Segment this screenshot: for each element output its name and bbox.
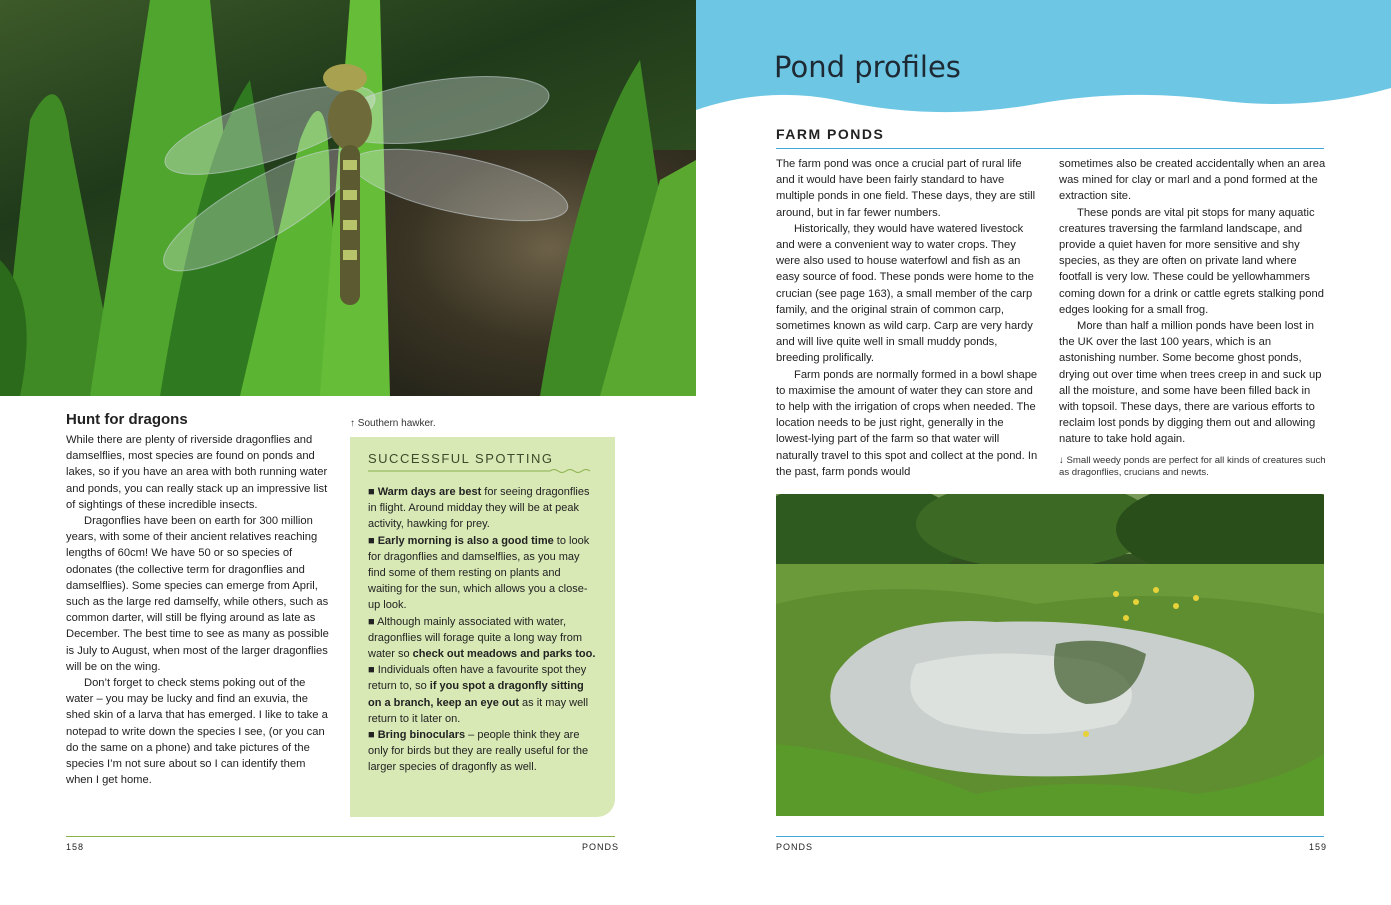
text-column-2 [1059,156,1327,448]
pond-illustration [776,494,1324,816]
paragraph: sometimes also be created accidentally when an area was mined for clay or marl and a pond formed at the extraction site. [1059,158,1326,203]
wave-divider-icon [368,468,593,474]
list-item: ■ Early morning is also a good time to look for dragonflies and damselflies, as you may find some of them resting on plants and waiting for the sun, which allows you a close-up look. [368,534,590,612]
page-title: Pond profiles [774,50,961,84]
photo-caption: ↓ Small weedy ponds are perfect for all kinds of creatures such as dragonflies, crucians and newts. [1059,455,1326,478]
page-number: 158 [66,842,85,852]
paragraph: Don’t forget to check stems poking out of the water – you may be lucky and find an exuvia, the shed skin of a larva that has emerged. I like to take a notepad to write down the species I see, (or you can do the same on a phone) and take pictures of the species I’m not sure about so I can identify them when I get home. [66,677,328,787]
footer-rule [66,836,615,837]
list-item: ■ Although mainly associated with water, dragonflies will forage quite a long way from water so check out meadows and parks too. [368,615,596,661]
section-label: PONDS [582,842,620,852]
footer-rule [776,836,1324,837]
dragonfly-photo [0,0,696,396]
farm-pond-photo [776,494,1324,816]
successful-spotting-box [350,437,615,817]
list-item: ■ Bring binoculars – people think they are only for birds but they are really useful for the larger species of dragonfly as well. [368,729,589,774]
paragraph: Farm ponds are normally formed in a bowl shape to maximise the amount of water they can store and to help with the irrigation of crops when needed. The location needs to be just right, generally in the lowest-lying part of the farm so that water will naturally travel to this spot and collect at the pond. In the past, farm ponds would [776,368,1038,478]
spotting-list [368,484,597,776]
paragraph: These ponds are vital pit stops for many aquatic creatures traversing the farmland landscape, and provide a quiet haven for more sensitive and shy species, as they are often on private land where footfall is very low. These could be yellowhammers coming down for a drink or cattle egrets stalking pond edges looking for a small frog. [1059,206,1324,316]
section-rule [776,148,1324,149]
paragraph: Dragonflies have been on earth for 300 million years, with some of their ancient relatives reaching lengths of 60cm! We have 50 or so species of odonates (the collective term for dragonflies and damselflies). Some species can emerge from April, such as the large red damselfy, while others, such as common darter, will still be flying around as late as December. The best time to see as many as possible is July to August, when most of the larger dragonflies will be on the wing. [66,515,329,673]
box-title: SUCCESSFUL SPOTTING [368,451,554,466]
paragraph: While there are plenty of riverside dragonflies and damselflies, most species are found on ponds and lakes, so if you have an area with both running water and ponds, you can really stack up an impressive list of sightings of these incredible insects. [66,434,328,511]
paragraph: Historically, they would have watered livestock and were a convenient way to water crops. They were also used to house waterfowl and fish as an easy source of food. These ponds were home to the crucian (see page 163), a small member of the carp family, and the original strain of common carp, sometimes known as wild carp. Carp are very hardy and will live quite well in small muddy ponds, breeding prolifically. [776,222,1034,365]
text-column-1 [776,156,1041,480]
section-label: PONDS [776,842,814,852]
list-item: ■ Warm days are best for seeing dragonflies in flight. Around midday they will be at peak activity, hawking for prey. [368,486,590,531]
dragonfly-illustration [0,0,696,396]
paragraph: More than half a million ponds have been lost in the UK over the last 100 years, which is an astonishing number. Some become ghost ponds, drying out over time when trees creep in and suck up all the moisture, and some have been filled back in with topsoil. These days, there are various efforts to reclaim lost ponds by digging them out and allowing nature to take hold again. [1059,320,1322,446]
photo-caption: ↑ Southern hawker. [350,418,436,429]
paragraph: The farm pond was once a crucial part of rural life and it would have been fairly standard to have multiple ponds in one field. These days, they are still around, but in far fewer numbers. [776,158,1036,219]
hunt-body [66,432,332,788]
page-number: 159 [1309,842,1328,852]
section-heading: FARM PONDS [776,126,885,142]
list-item: ■ Individuals often have a favourite spot they return to, so if you spot a dragonfly sitting on a branch, keep an eye out as it may well return to it later on. [368,664,589,725]
hunt-heading: Hunt for dragons [66,411,188,428]
